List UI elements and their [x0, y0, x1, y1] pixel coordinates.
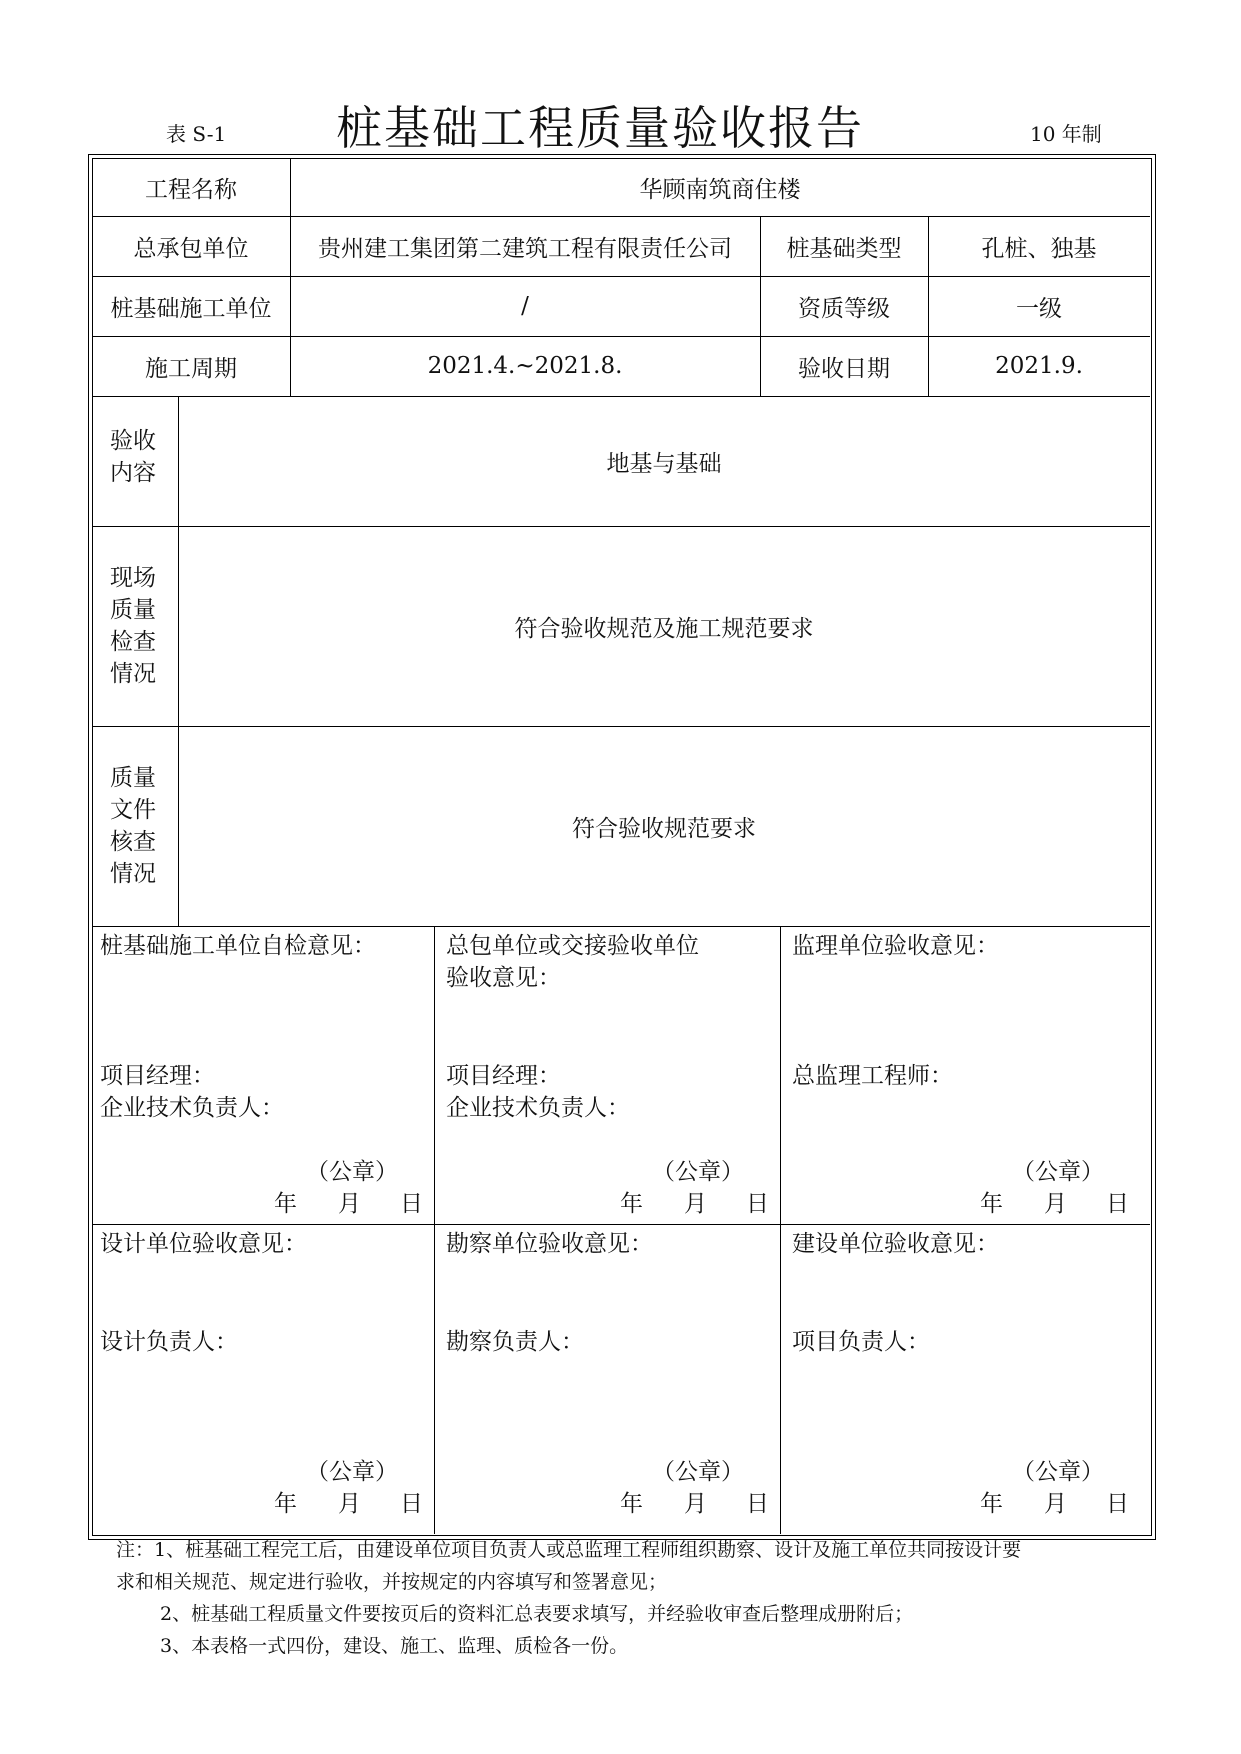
month-label: 月	[1044, 1491, 1067, 1517]
note-2: 2、桩基础工程质量文件要按页后的资料汇总表要求填写，并经验收审查后整理成册附后；	[160, 1603, 914, 1625]
pile-unit-label: 桩基础施工单位	[110, 295, 272, 322]
contractor-value: 贵州建工集团第二建筑工程有限责任公司	[318, 235, 732, 262]
row-divider	[92, 926, 1150, 927]
site-check-label: 现场 质量 检查 情况	[110, 565, 156, 687]
seal-label: （公章）	[306, 1159, 398, 1185]
period-value: 2021.4.~2021.8.	[427, 353, 623, 379]
survey-opinion-label: 勘察单位验收意见：	[446, 1231, 653, 1257]
note-1-line-2: 求和相关规范、规定进行验收，并按规定的内容填写和签署意见；	[116, 1571, 668, 1593]
seal-label: （公章）	[652, 1459, 744, 1485]
supervision-opinion-label: 监理单位验收意见：	[792, 933, 999, 959]
docs-check-label: 质量 文件 核查 情况	[110, 765, 156, 887]
qualification-label: 资质等级	[798, 295, 890, 322]
period-label: 施工周期	[145, 355, 237, 382]
month-label: 月	[338, 1191, 361, 1217]
col-divider	[434, 926, 435, 1534]
day-label: 日	[1106, 1191, 1129, 1217]
design-opinion-label: 设计单位验收意见：	[100, 1231, 307, 1257]
year-label: 年	[274, 1191, 297, 1217]
month-label: 月	[338, 1491, 361, 1517]
acceptance-date-label: 验收日期	[798, 355, 890, 382]
day-label: 日	[400, 1491, 423, 1517]
pile-unit-value: /	[521, 293, 529, 319]
year-label: 年	[620, 1491, 643, 1517]
month-label: 月	[684, 1191, 707, 1217]
general-opinion-label-2: 验收意见：	[446, 965, 561, 991]
project-leader-label: 项目负责人：	[792, 1329, 930, 1355]
acceptance-date-value: 2021.9.	[995, 353, 1083, 379]
seal-label: （公章）	[1012, 1159, 1104, 1185]
survey-leader-label: 勘察负责人：	[446, 1329, 584, 1355]
project-name-value: 华顾南筑商住楼	[639, 176, 801, 203]
edition-label: 10 年制	[1030, 122, 1102, 146]
design-leader-label: 设计负责人：	[100, 1329, 238, 1355]
content-label: 验收 内容	[110, 428, 156, 486]
pile-type-value: 孔桩、独基	[981, 235, 1097, 262]
day-label: 日	[746, 1491, 769, 1517]
year-label: 年	[620, 1191, 643, 1217]
month-label: 月	[1044, 1191, 1067, 1217]
general-opinion-label: 总包单位或交接验收单位	[446, 933, 699, 959]
row-divider	[92, 1224, 1150, 1225]
content-value: 地基与基础	[606, 450, 722, 477]
pile-self-opinion-label: 桩基础施工单位自检意见：	[100, 933, 376, 959]
seal-label: （公章）	[652, 1159, 744, 1185]
project-name-label: 工程名称	[145, 176, 237, 203]
chief-supervisor-label: 总监理工程师：	[792, 1063, 953, 1089]
day-label: 日	[1106, 1491, 1129, 1517]
col-divider	[780, 926, 781, 1534]
site-check-value: 符合验收规范及施工规范要求	[514, 615, 814, 642]
qualification-value: 一级	[1016, 295, 1062, 322]
day-label: 日	[400, 1191, 423, 1217]
seal-label: （公章）	[306, 1459, 398, 1485]
docs-check-value: 符合验收规范要求	[572, 815, 756, 842]
tech-leader-label: 企业技术负责人：	[100, 1095, 284, 1121]
year-label: 年	[274, 1491, 297, 1517]
note-3: 3、本表格一式四份，建设、施工、监理、质检各一份。	[160, 1635, 629, 1657]
contractor-label: 总承包单位	[133, 235, 249, 262]
year-label: 年	[980, 1491, 1003, 1517]
month-label: 月	[684, 1491, 707, 1517]
tech-leader-label: 企业技术负责人：	[446, 1095, 630, 1121]
day-label: 日	[746, 1191, 769, 1217]
project-manager-label: 项目经理：	[446, 1063, 561, 1089]
pile-type-label: 桩基础类型	[786, 235, 902, 262]
year-label: 年	[980, 1191, 1003, 1217]
seal-label: （公章）	[1012, 1459, 1104, 1485]
page-title: 桩基础工程质量验收报告	[336, 101, 864, 155]
note-1-line-1: 注：1、桩基础工程完工后，由建设单位项目负责人或总监理工程师组织勘察、设计及施工单位共同按设计要	[116, 1539, 1022, 1561]
project-manager-label: 项目经理：	[100, 1063, 215, 1089]
form-code: 表 S-1	[166, 122, 227, 146]
construction-opinion-label: 建设单位验收意见：	[792, 1231, 999, 1257]
